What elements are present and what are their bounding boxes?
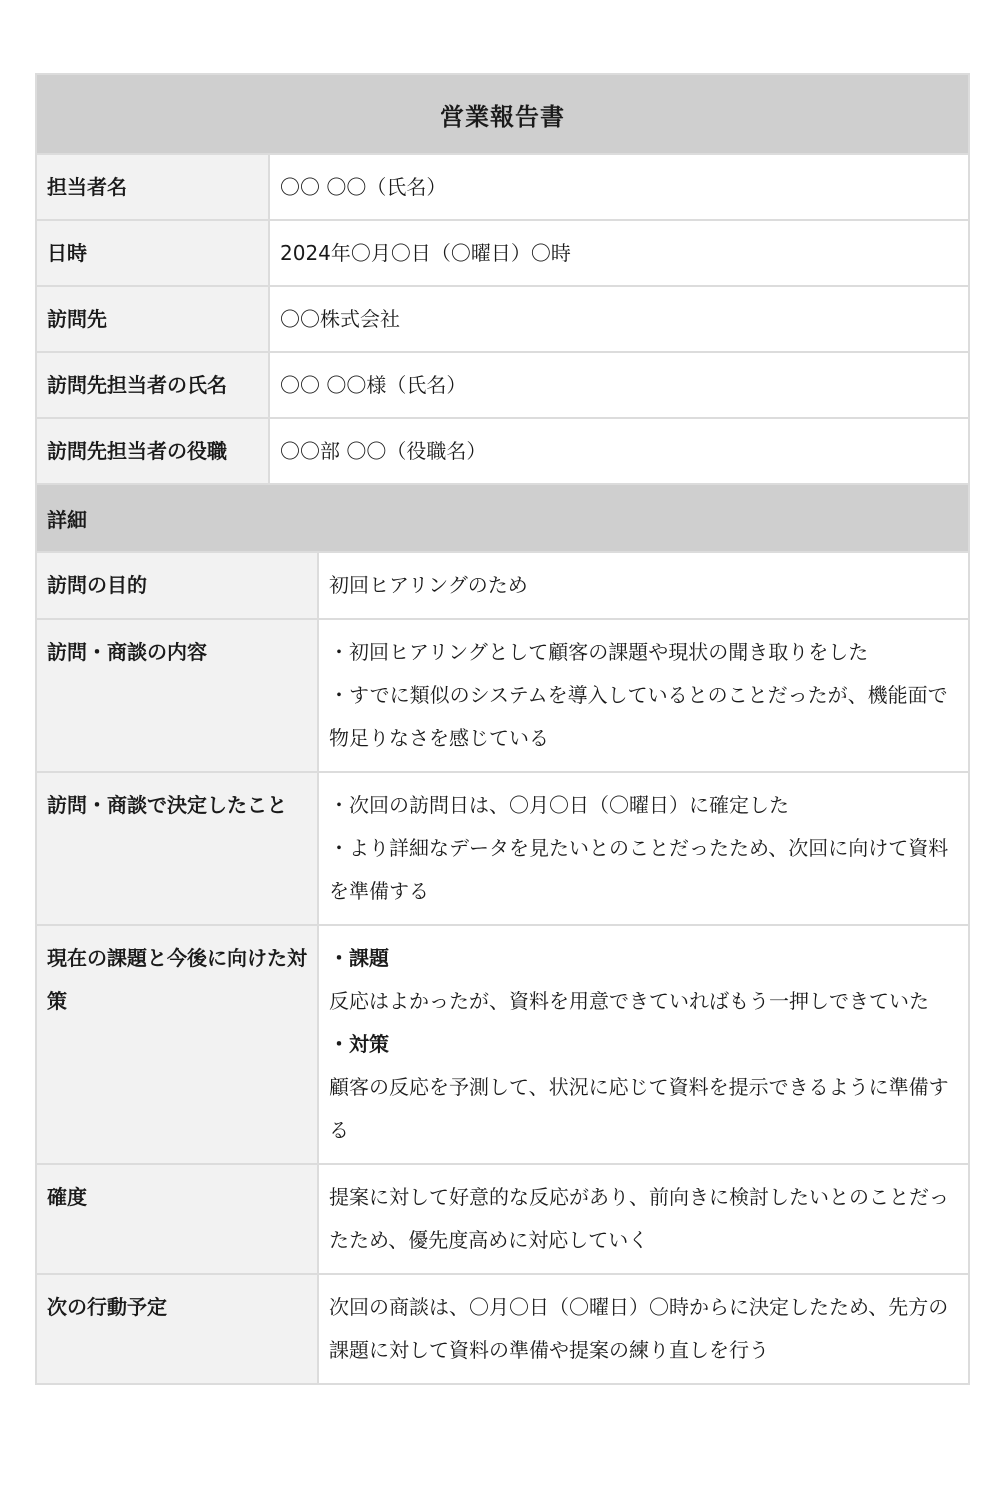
detail-row-purpose [36,552,969,619]
info-value-contact-name: 〇〇 〇〇様（氏名） [269,352,969,418]
decided-line-2: ・より詳細なデータを見たいとのことだったため、次回に向けて資料を準備する [329,836,949,903]
detail-value-next-action: 次回の商談は、〇月〇日（〇曜日）〇時からに決定したため、先方の課題に対して資料の準備や提案の練り直しを行う [318,1274,969,1384]
detail-value-decided [318,772,969,925]
info-label-contact-name: 訪問先担当者の氏名 [36,352,269,418]
detail-row-decided [36,772,969,925]
info-value-contact-title: 〇〇部 〇〇（役職名） [269,418,969,484]
info-value-datetime: 2024年〇月〇日（〇曜日）〇時 [269,220,969,286]
info-label-datetime: 日時 [36,220,269,286]
info-row-visit-company [36,286,969,352]
title-row [36,74,969,154]
content-line-2: ・すでに類似のシステムを導入しているとのことだったが、機能面で物足りなさを感じている [329,683,948,750]
detail-label-purpose: 訪問の目的 [36,552,318,619]
detail-label-certainty: 確度 [36,1164,318,1274]
detail-label-decided: 訪問・商談で決定したこと [36,772,318,925]
info-value-person: 〇〇 〇〇（氏名） [269,154,969,220]
info-row-contact-name [36,352,969,418]
info-label-person: 担当者名 [36,154,269,220]
info-row-datetime [36,220,969,286]
content-line-1: ・初回ヒアリングとして顧客の課題や現状の聞き取りをした [329,640,869,664]
section-title: 詳細 [36,484,969,552]
decided-line-1: ・次回の訪問日は、〇月〇日（〇曜日）に確定した [329,793,789,817]
detail-label-content: 訪問・商談の内容 [36,619,318,772]
sales-report-table [35,73,970,1385]
detail-value-issues [318,925,969,1164]
detail-row-content [36,619,969,772]
detail-row-issues [36,925,969,1164]
detail-value-purpose: 初回ヒアリングのため [318,552,969,619]
measure-heading: ・対策 [329,1032,389,1056]
detail-value-content [318,619,969,772]
section-row [36,484,969,552]
issue-text: 反応はよかったが、資料を用意できていればもう一押しできていた [329,989,929,1013]
info-label-contact-title: 訪問先担当者の役職 [36,418,269,484]
detail-label-next-action: 次の行動予定 [36,1274,318,1384]
info-row-person [36,154,969,220]
issue-heading: ・課題 [329,946,389,970]
report-title: 営業報告書 [36,74,969,154]
detail-value-certainty: 提案に対して好意的な反応があり、前向きに検討したいとのことだったため、優先度高めに対応していく [318,1164,969,1274]
detail-row-certainty [36,1164,969,1274]
info-row-contact-title [36,418,969,484]
measure-text: 顧客の反応を予測して、状況に応じて資料を提示できるように準備する [329,1075,949,1142]
info-value-visit-company: 〇〇株式会社 [269,286,969,352]
detail-row-next-action [36,1274,969,1384]
detail-label-issues: 現在の課題と今後に向けた対策 [36,925,318,1164]
info-label-visit-company: 訪問先 [36,286,269,352]
